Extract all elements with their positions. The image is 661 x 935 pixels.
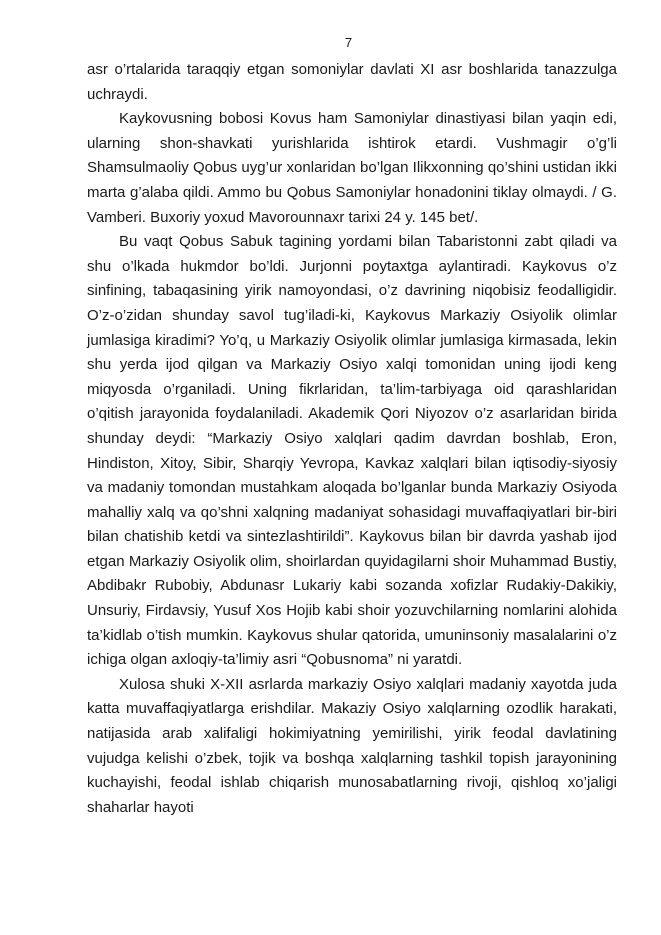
- page-number: 7: [344, 35, 353, 50]
- paragraph-qobus-tabariston: Bu vaqt Qobus Sabuk tagining yordami bilan Tabaristonni zabt qiladi va shu o’lkada hukmdor bo’ldi. Jurjonni poytaxtga aylantiradi. Kaykovus o’z sinfining, tabaqasining yirik namoyondasi, o’z davrining niqobisiz feodalligidir. O’z-o’zidan shunday savol tug’iladi-ki, Kaykovus Markaziy Osiyolik olimlar jumlasiga kiradimi? Yo’q, u Markaziy Osiyolik olimlar jumlasiga kirmasada, lekin shu yerda ijod qilgan va Markaziy Osiyo xalqi tomonidan uning ijodi keng miqyosda o’rganiladi. Uning fikrlaridan, ta’lim-tarbiyaga oid qarashlaridan o’qitish jarayonida foydalaniladi. Akademik Qori Niyozov o’z asarlaridan birida shunday deydi: “Markaziy Osiyo xalqlari qadim davrdan boshlab, Eron, Hindiston, Xitoy, Sibir, Sharqiy Yevropa, Kavkaz xalqlari bilan iqtisodiy-siyosiy va madaniy tomondan mustahkam aloqada bo’lganlar bunda Markaziy Osiyoda mahalliy xalq va qo’shni xalqning madaniyat sohasidagi muvaffaqiyatlari bir-biri bilan chatishib ketdi va sintezlashtirildi”. Kaykovus bilan bir davrda yashab ijod etgan Markaziy Osiyolik olim, shoirlardan quyidagilarni shoir Muhammad Bustiy, Abdibakr Rubobiy, Abdunasr Lukariy kabi sozanda xofizlar Rudakiy-Dakikiy, Unsuriy, Firdavsiy, Yusuf Xos Hojib kabi shoir yozuvchilarning nomlarini alohida ta’kidlab o’tish mumkin. Kaykovus shular qatorida, umuninsoniy masalalarini o’z ichiga olgan axloqiy-ta’limiy asri “Qobusnoma” ni yaratdi.: [87, 233, 617, 669]
- paragraph-continuation: asr o’rtalarida taraqqiy etgan somoniylar davlati XI asr boshlarida tanazzulga uchraydi.: [87, 61, 617, 103]
- document-body: [87, 58, 617, 820]
- paragraph-xulosa: Xulosa shuki X-XII asrlarda markaziy Osiyo xalqlari madaniy xayotda juda katta muvaffaqiyatlarga erishdilar. Makaziy Osiyo xalqlarning ozodlik harakati, natijasida arab xalifaligi hokimiyatning yemirilishi, yirik feodal davlatining vujudga kelishi o’zbek, tojik va boshqa xalqlarning tashkil topish jarayonining kuchayishi, feodal ishlab chiqarish munosabatlarning rivoji, qishloq xo’jaligi shaharlar hayoti: [87, 675, 617, 816]
- paragraph-kovus: Kaykovusning bobosi Kovus ham Samoniylar dinastiyasi bilan yaqin edi, ularning shon-shavkati yurishlarida ishtirok etardi. Vushmagir o’g’li Shamsulmaoliy Qobus uyg’ur xonlaridan bo’lgan Ilikxonning qo’shini ustidan ikki marta g’alaba qildi. Ammo bu Qobus Samoniylar honadonini tiklay olmaydi. / G. Vamberi. Buxoriy yoxud Mavorounnaxr tarixi 24 y. 145 bet/.: [87, 110, 617, 226]
